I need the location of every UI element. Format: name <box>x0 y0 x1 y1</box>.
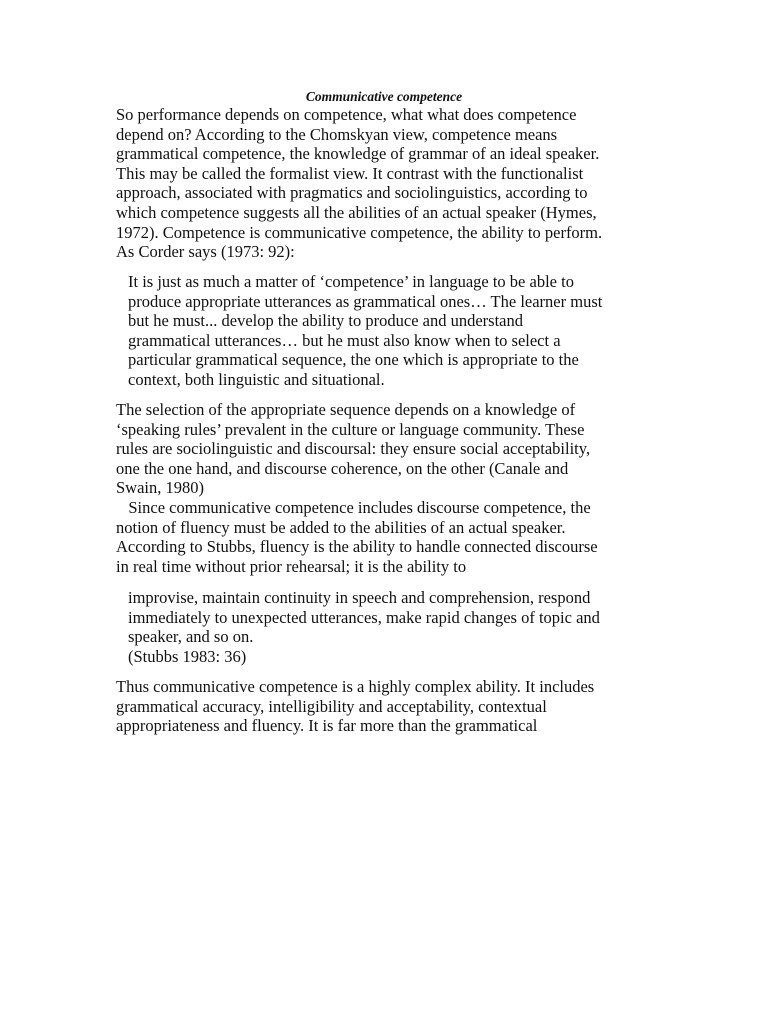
text-line: Thus communicative competence is a highly complex ability. It includes <box>116 677 595 696</box>
text-line: grammatical accuracy, intelligibility and acceptability, contextual <box>116 696 547 716</box>
block-quote-stubbs <box>128 588 600 666</box>
text-line: rules are sociolinguistic and discoursal: they ensure social acceptability, <box>116 439 591 459</box>
block-quote-corder <box>128 272 602 390</box>
text-line: This may be called the formalist view. It contrast with the functionalist <box>116 163 584 183</box>
quote-line: speaker, and so on. <box>128 627 254 647</box>
quote-line: produce appropriate utterances as grammatical ones… The learner must <box>128 291 603 311</box>
text-line: in real time without prior rehearsal; it is the ability to <box>116 556 467 576</box>
quote-line: improvise, maintain continuity in speech and comprehension, respond <box>128 588 591 607</box>
text-line: notion of fluency must be added to the abilities of an actual speaker. <box>116 517 566 537</box>
page-title: Communicative competence <box>305 89 463 104</box>
paragraph-3 <box>116 677 594 736</box>
quote-line: particular grammatical sequence, the one which is appropriate to the <box>128 350 579 370</box>
text-line: Since communicative competence includes discourse competence, the <box>116 497 591 517</box>
text-line: depend on? According to the Chomskyan view, competence means <box>116 124 558 144</box>
paragraph-1 <box>116 105 602 262</box>
text-line: appropriateness and fluency. It is far more than the grammatical <box>116 716 538 736</box>
text-line: Swain, 1980) <box>116 478 204 498</box>
text-line: So performance depends on competence, what what does competence <box>116 105 577 124</box>
text-line: The selection of the appropriate sequence depends on a knowledge of <box>116 400 576 419</box>
quote-line: immediately to unexpected utterances, make rapid changes of topic and <box>128 607 600 627</box>
text-line: According to Stubbs, fluency is the ability to handle connected discourse <box>116 537 598 557</box>
text-line: As Corder says (1973: 92): <box>116 242 295 262</box>
quote-line: grammatical utterances… but he must also know when to select a <box>128 330 561 350</box>
text-line: grammatical competence, the knowledge of grammar of an ideal speaker. <box>116 144 600 164</box>
text-line: approach, associated with pragmatics and sociolinguistics, according to <box>116 183 588 203</box>
paragraph-2 <box>116 400 598 576</box>
quote-line: It is just as much a matter of ‘competence’ in language to be able to <box>128 272 574 291</box>
text-line: 1972). Competence is communicative competence, the ability to perform. <box>116 222 603 242</box>
quote-line: but he must... develop the ability to produce and understand <box>128 311 523 331</box>
text-line: which competence suggests all the abilities of an actual speaker (Hymes, <box>116 202 597 222</box>
text-line: ‘speaking rules’ prevalent in the culture or language community. These <box>116 419 585 439</box>
text-line: one the one hand, and discourse coherence, on the other (Canale and <box>116 458 569 478</box>
quote-line: context, both linguistic and situational. <box>128 369 385 389</box>
quote-citation: (Stubbs 1983: 36) <box>128 646 247 666</box>
